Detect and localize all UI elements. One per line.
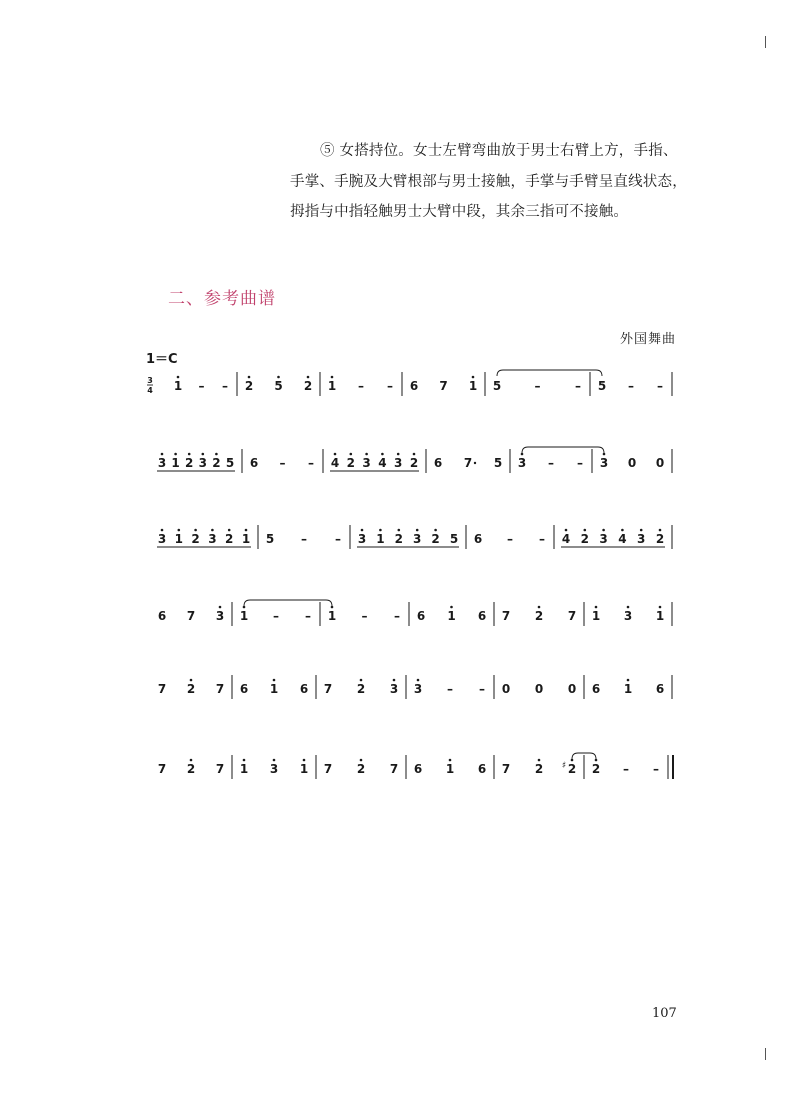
note: 1: [174, 532, 183, 546]
octave-dot: [450, 606, 453, 609]
note: 6: [299, 682, 309, 696]
octave-dot: [360, 759, 363, 762]
note: 5: [225, 456, 235, 470]
dash-extension: –: [479, 682, 485, 696]
note: 2: [534, 762, 544, 776]
dash-extension: –: [308, 456, 314, 470]
note: 3: [623, 609, 633, 623]
note: 2: [409, 456, 419, 470]
note: 5: [493, 456, 503, 470]
note: 4: [561, 532, 571, 546]
paragraph-line-2: 手掌、手腕及大臂根部与男士接触，手掌与手臂呈直线状态，: [290, 173, 687, 190]
octave-dot: [190, 679, 193, 682]
note: 3: [157, 532, 167, 546]
note: 0: [501, 682, 511, 696]
note: 2: [225, 532, 234, 546]
note: 3: [215, 609, 225, 623]
note: 5: [265, 532, 275, 546]
note: 7: [389, 762, 399, 776]
note: 3: [269, 762, 279, 776]
note: 0: [567, 682, 577, 696]
octave-dot: [416, 529, 419, 532]
note: 3: [599, 456, 609, 470]
note: 5: [274, 379, 283, 393]
note: 7: [186, 609, 196, 623]
octave-dot: [243, 759, 246, 762]
note: 1: [173, 379, 183, 393]
note: 1: [655, 609, 665, 623]
note: 6: [157, 609, 167, 623]
note: 1: [327, 609, 337, 623]
page-number: 107: [652, 1006, 677, 1021]
note: 1: [327, 379, 337, 393]
note: 2: [303, 379, 313, 393]
augmentation-dot: [474, 462, 476, 464]
octave-dot: [303, 759, 306, 762]
note: 3: [394, 456, 403, 470]
octave-dot: [621, 529, 624, 532]
octave-dot: [190, 759, 193, 762]
octave-dot: [215, 453, 218, 456]
note: 2: [431, 532, 440, 546]
note: 5: [597, 379, 607, 393]
section-title: 二、参考曲谱: [168, 289, 276, 309]
dash-extension: –: [361, 609, 368, 623]
octave-dot: [361, 529, 364, 532]
dash-extension: –: [548, 456, 554, 470]
octave-dot: [595, 606, 598, 609]
note: 1: [468, 379, 478, 393]
note: 1: [299, 762, 309, 776]
note: 2: [655, 532, 665, 546]
note: 2: [212, 456, 221, 470]
note: 1: [591, 609, 601, 623]
note: 7: [501, 609, 511, 623]
note: 3: [413, 532, 422, 546]
octave-dot: [360, 679, 363, 682]
octave-dot: [538, 606, 541, 609]
dash-extension: –: [273, 609, 279, 623]
octave-dot: [177, 376, 180, 379]
note: 3: [198, 456, 207, 470]
note: 3: [208, 532, 217, 546]
note: 7: [323, 762, 333, 776]
paragraph-line-1: ⑤ 女搭持位。女士左臂弯曲放于男士右臂上方，手指、: [320, 143, 678, 159]
octave-dot: [228, 529, 231, 532]
octave-dot: [161, 529, 164, 532]
note: 3: [362, 456, 371, 470]
note: 1: [269, 682, 279, 696]
dash-extension: –: [534, 379, 541, 393]
octave-dot: [521, 453, 524, 456]
note: 1: [239, 762, 249, 776]
note: 3: [357, 532, 367, 546]
note: 1: [239, 609, 249, 623]
note: 1: [623, 682, 633, 696]
octave-dot: [659, 606, 662, 609]
octave-dot: [381, 453, 384, 456]
dash-extension: –: [657, 379, 663, 393]
note: 2: [394, 532, 403, 546]
note: 2: [346, 456, 355, 470]
dash-extension: –: [447, 682, 453, 696]
octave-dot: [565, 529, 568, 532]
note: 4: [618, 532, 627, 546]
note: 7: [215, 682, 225, 696]
dash-extension: –: [394, 609, 400, 623]
octave-dot: [393, 679, 396, 682]
dash-extension: –: [575, 379, 581, 393]
octave-dot: [243, 606, 246, 609]
octave-dot: [538, 759, 541, 762]
octave-dot: [331, 376, 334, 379]
octave-dot: [472, 376, 475, 379]
note: 6: [239, 682, 249, 696]
dash-extension: –: [507, 532, 513, 546]
octave-dot: [449, 759, 452, 762]
dash-extension: –: [387, 379, 393, 393]
note: 2: [186, 762, 196, 776]
note: 2: [534, 609, 544, 623]
paragraph-line-3: 拇指与中指轻触男士大臂中段，其余三指可不接触。: [290, 204, 629, 220]
note: 1: [447, 609, 456, 623]
tie-arc: [244, 600, 332, 606]
time-signature-bottom: 4: [147, 386, 153, 395]
note: 3: [413, 682, 423, 696]
note: 5: [492, 379, 502, 393]
note: 1: [241, 532, 251, 546]
octave-dot: [178, 529, 181, 532]
note: 6: [477, 762, 487, 776]
note: 6: [473, 532, 483, 546]
note: 2: [580, 532, 589, 546]
note: 6: [416, 609, 426, 623]
note: 2: [244, 379, 254, 393]
note: 1: [445, 762, 455, 776]
note: 4: [378, 456, 387, 470]
octave-dot: [595, 759, 598, 762]
note: 7: [463, 456, 473, 470]
note: 7: [157, 762, 167, 776]
dash-extension: –: [628, 379, 634, 393]
note: 2: [567, 762, 577, 776]
octave-dot: [248, 376, 251, 379]
dash-extension: –: [222, 379, 228, 393]
octave-dot: [211, 529, 214, 532]
octave-dot: [219, 606, 222, 609]
note: 2: [591, 762, 601, 776]
octave-dot: [194, 529, 197, 532]
octave-dot: [331, 606, 334, 609]
octave-dot: [273, 679, 276, 682]
note: 6: [477, 609, 487, 623]
dash-extension: –: [335, 532, 341, 546]
note: 7: [157, 682, 167, 696]
note: 4: [330, 456, 340, 470]
tie-arc: [497, 370, 602, 376]
note: 6: [409, 379, 419, 393]
note: 7: [501, 762, 511, 776]
octave-dot: [413, 453, 416, 456]
note: 2: [186, 682, 196, 696]
dash-extension: –: [623, 762, 629, 776]
key-signature: 1＝C: [146, 352, 178, 367]
octave-dot: [434, 529, 437, 532]
note: 0: [534, 682, 544, 696]
dash-extension: –: [301, 532, 307, 546]
time-signature-top: 3: [147, 376, 153, 385]
octave-dot: [640, 529, 643, 532]
octave-dot: [245, 529, 248, 532]
note: 6: [249, 456, 259, 470]
note: 3: [157, 456, 167, 470]
octave-dot: [307, 376, 310, 379]
note: 1: [171, 456, 180, 470]
octave-dot: [398, 529, 401, 532]
note: 2: [191, 532, 200, 546]
note: 3: [517, 456, 527, 470]
octave-dot: [350, 453, 353, 456]
octave-dot: [379, 529, 382, 532]
octave-dot: [273, 759, 276, 762]
octave-dot: [365, 453, 368, 456]
note: 7: [439, 379, 448, 393]
dash-extension: –: [198, 379, 205, 393]
dash-extension: –: [539, 532, 545, 546]
octave-dot: [188, 453, 191, 456]
octave-dot: [417, 679, 420, 682]
octave-dot: [602, 529, 605, 532]
note: 6: [591, 682, 601, 696]
note: 6: [413, 762, 423, 776]
dash-extension: –: [577, 456, 583, 470]
note: 0: [655, 456, 665, 470]
sharp-accidental: ♯: [561, 761, 567, 771]
note: 6: [655, 682, 665, 696]
octave-dot: [584, 529, 587, 532]
octave-dot: [161, 453, 164, 456]
note: 7: [215, 762, 225, 776]
note: 0: [627, 456, 637, 470]
octave-dot: [174, 453, 177, 456]
note: 1: [376, 532, 385, 546]
note: 2: [356, 762, 366, 776]
note: 2: [185, 456, 194, 470]
source-label: 外国舞曲: [620, 332, 677, 347]
octave-dot: [659, 529, 662, 532]
octave-dot: [571, 759, 574, 762]
dash-extension: –: [305, 609, 311, 623]
note: 3: [599, 532, 608, 546]
note: 7: [567, 609, 577, 623]
dash-extension: –: [358, 379, 364, 393]
note: 2: [356, 682, 366, 696]
octave-dot: [627, 606, 630, 609]
octave-dot: [397, 453, 400, 456]
note: 5: [449, 532, 459, 546]
note: 3: [389, 682, 399, 696]
note: 7: [323, 682, 333, 696]
octave-dot: [277, 376, 280, 379]
note: 6: [433, 456, 443, 470]
octave-dot: [603, 453, 606, 456]
octave-dot: [334, 453, 337, 456]
octave-dot: [202, 453, 205, 456]
octave-dot: [627, 679, 630, 682]
dash-extension: –: [279, 456, 286, 470]
dash-extension: –: [653, 762, 659, 776]
note: 3: [637, 532, 646, 546]
